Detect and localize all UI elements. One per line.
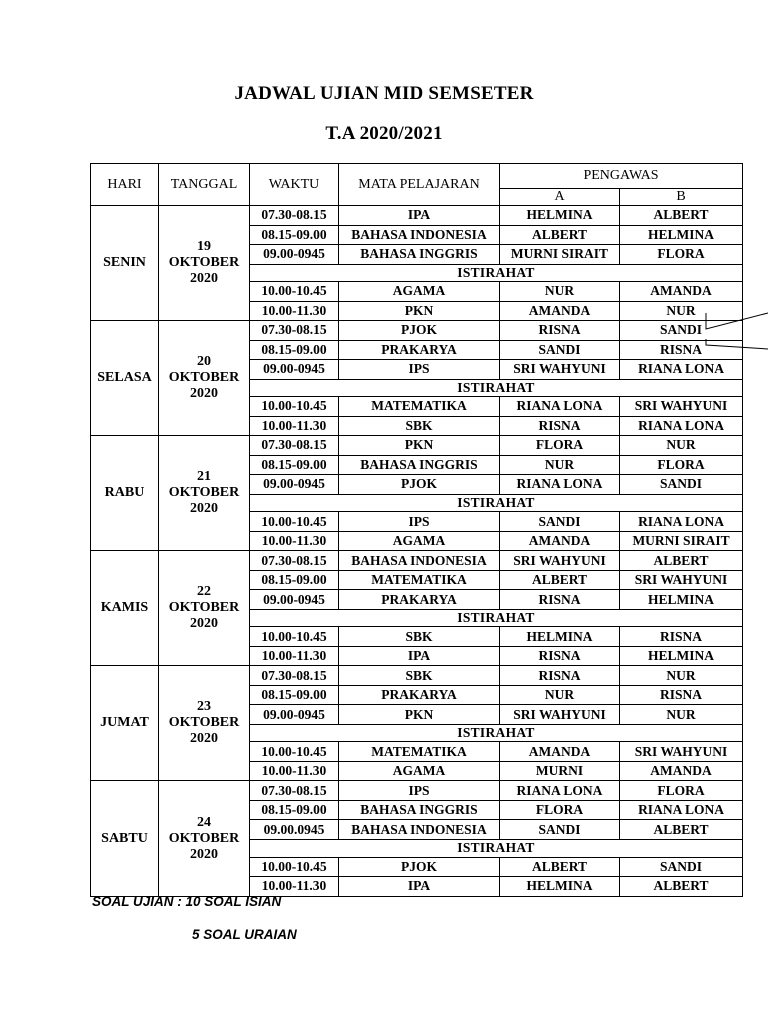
time-cell: 10.00-10.45	[250, 627, 339, 647]
date-cell	[159, 551, 250, 666]
table-row	[91, 781, 743, 801]
supervisor-a-cell: RIANA LONA	[500, 397, 620, 417]
time-cell: 10.00-10.45	[250, 282, 339, 302]
supervisor-a-cell: SRI WAHYUNI	[500, 705, 620, 725]
supervisor-b-cell: NUR	[620, 436, 743, 456]
time-cell: 09.00-0945	[250, 475, 339, 495]
supervisor-a-cell: NUR	[500, 685, 620, 705]
time-cell: 08.15-09.00	[250, 340, 339, 360]
supervisor-b-cell: FLORA	[620, 455, 743, 475]
time-cell: 10.00-10.45	[250, 397, 339, 417]
header-pengawas-a: A	[500, 189, 620, 206]
supervisor-a-cell: HELMINA	[500, 877, 620, 897]
time-cell: 09.00.0945	[250, 820, 339, 840]
subject-cell: IPS	[339, 512, 500, 532]
supervisor-a-cell: AMANDA	[500, 742, 620, 762]
supervisor-a-cell: ALBERT	[500, 570, 620, 590]
time-cell: 09.00-0945	[250, 705, 339, 725]
supervisor-a-cell: NUR	[500, 282, 620, 302]
date-line: OKTOBER	[168, 715, 240, 731]
supervisor-b-cell: SRI WAHYUNI	[620, 570, 743, 590]
schedule-body	[91, 206, 743, 897]
subject-cell: IPA	[339, 646, 500, 666]
date-line: OKTOBER	[168, 255, 240, 271]
supervisor-b-cell: AMANDA	[620, 282, 743, 302]
header-mata-pelajaran: MATA PELAJARAN	[339, 164, 500, 206]
date-line: 2020	[190, 501, 218, 517]
date-line: 21	[197, 469, 211, 485]
supervisor-b-cell: HELMINA	[620, 590, 743, 610]
subject-cell: BAHASA INGGRIS	[339, 245, 500, 265]
time-cell: 07.30-08.15	[250, 321, 339, 341]
time-cell: 07.30-08.15	[250, 666, 339, 686]
day-cell: RABU	[91, 436, 159, 551]
date-line: OKTOBER	[168, 370, 240, 386]
subject-cell: PJOK	[339, 857, 500, 877]
time-cell: 08.15-09.00	[250, 225, 339, 245]
supervisor-a-cell: RISNA	[500, 646, 620, 666]
supervisor-b-cell: HELMINA	[620, 225, 743, 245]
supervisor-a-cell: RIANA LONA	[500, 475, 620, 495]
time-cell: 09.00-0945	[250, 245, 339, 265]
subject-cell: PKN	[339, 301, 500, 321]
table-row	[91, 321, 743, 341]
day-cell: SELASA	[91, 321, 159, 436]
break-cell: ISTIRAHAT	[250, 264, 743, 282]
break-cell: ISTIRAHAT	[250, 609, 743, 627]
subject-cell: IPS	[339, 781, 500, 801]
supervisor-b-cell: ALBERT	[620, 551, 743, 571]
supervisor-a-cell: RISNA	[500, 416, 620, 436]
subject-cell: PRAKARYA	[339, 340, 500, 360]
subject-cell: BAHASA INDONESIA	[339, 225, 500, 245]
time-cell: 07.30-08.15	[250, 551, 339, 571]
supervisor-b-cell: RIANA LONA	[620, 800, 743, 820]
table-row	[91, 551, 743, 571]
subject-cell: AGAMA	[339, 531, 500, 551]
time-cell: 10.00-11.30	[250, 877, 339, 897]
time-cell: 08.15-09.00	[250, 570, 339, 590]
supervisor-b-cell: FLORA	[620, 245, 743, 265]
time-cell: 07.30-08.15	[250, 436, 339, 456]
date-line: 2020	[190, 271, 218, 287]
table-row	[91, 206, 743, 226]
date-line: 20	[197, 354, 211, 370]
time-cell: 10.00-11.30	[250, 531, 339, 551]
subject-cell: MATEMATIKA	[339, 742, 500, 762]
footer-soal-isian: SOAL UJIAN : 10 SOAL ISIAN	[92, 894, 282, 909]
table-row	[91, 666, 743, 686]
supervisor-b-cell: SRI WAHYUNI	[620, 397, 743, 417]
footer-soal-uraian: 5 SOAL URAIAN	[192, 927, 297, 942]
date-cell	[159, 321, 250, 436]
supervisor-a-cell: HELMINA	[500, 627, 620, 647]
time-cell: 10.00-11.30	[250, 646, 339, 666]
subject-cell: BAHASA INGGRIS	[339, 455, 500, 475]
supervisor-b-cell: SANDI	[620, 321, 743, 341]
supervisor-b-cell: SANDI	[620, 857, 743, 877]
date-line: 22	[197, 584, 211, 600]
supervisor-a-cell: RISNA	[500, 321, 620, 341]
time-cell: 09.00-0945	[250, 360, 339, 380]
header-waktu: WAKTU	[250, 164, 339, 206]
day-cell: SENIN	[91, 206, 159, 321]
break-cell: ISTIRAHAT	[250, 839, 743, 857]
supervisor-b-cell: SRI WAHYUNI	[620, 742, 743, 762]
supervisor-b-cell: AMANDA	[620, 761, 743, 781]
table-row	[91, 436, 743, 456]
supervisor-a-cell: MURNI SIRAIT	[500, 245, 620, 265]
subject-cell: SBK	[339, 416, 500, 436]
supervisor-a-cell: ALBERT	[500, 225, 620, 245]
supervisor-b-cell: RIANA LONA	[620, 416, 743, 436]
subject-cell: AGAMA	[339, 761, 500, 781]
day-cell: SABTU	[91, 781, 159, 896]
date-line: 19	[197, 239, 211, 255]
supervisor-a-cell: SRI WAHYUNI	[500, 551, 620, 571]
supervisor-a-cell: RISNA	[500, 590, 620, 610]
supervisor-b-cell: ALBERT	[620, 206, 743, 226]
supervisor-a-cell: HELMINA	[500, 206, 620, 226]
date-line: OKTOBER	[168, 600, 240, 616]
date-line: 24	[197, 814, 211, 830]
time-cell: 08.15-09.00	[250, 455, 339, 475]
supervisor-a-cell: FLORA	[500, 436, 620, 456]
time-cell: 08.15-09.00	[250, 685, 339, 705]
supervisor-a-cell: SANDI	[500, 512, 620, 532]
supervisor-a-cell: SRI WAHYUNI	[500, 360, 620, 380]
subject-cell: PKN	[339, 436, 500, 456]
time-cell: 10.00-10.45	[250, 857, 339, 877]
supervisor-b-cell: RISNA	[620, 627, 743, 647]
supervisor-b-cell: ALBERT	[620, 820, 743, 840]
subject-cell: PKN	[339, 705, 500, 725]
supervisor-a-cell: NUR	[500, 455, 620, 475]
subject-cell: MATEMATIKA	[339, 397, 500, 417]
date-cell	[159, 436, 250, 551]
supervisor-a-cell: AMANDA	[500, 531, 620, 551]
supervisor-a-cell: AMANDA	[500, 301, 620, 321]
date-line: 2020	[190, 616, 218, 632]
date-line: 2020	[190, 846, 218, 862]
header-pengawas-b: B	[620, 189, 743, 206]
subject-cell: SBK	[339, 666, 500, 686]
subject-cell: SBK	[339, 627, 500, 647]
subject-cell: IPA	[339, 206, 500, 226]
supervisor-b-cell: HELMINA	[620, 646, 743, 666]
supervisor-b-cell: FLORA	[620, 781, 743, 801]
supervisor-a-cell: FLORA	[500, 800, 620, 820]
header-pengawas: PENGAWAS	[500, 164, 743, 189]
day-cell: KAMIS	[91, 551, 159, 666]
subject-cell: PRAKARYA	[339, 590, 500, 610]
subject-cell: IPA	[339, 877, 500, 897]
time-cell: 07.30-08.15	[250, 206, 339, 226]
day-cell: JUMAT	[91, 666, 159, 781]
subject-cell: PJOK	[339, 475, 500, 495]
subject-cell: AGAMA	[339, 282, 500, 302]
date-cell	[159, 666, 250, 781]
time-cell: 10.00-10.45	[250, 742, 339, 762]
date-cell	[159, 781, 250, 896]
header-tanggal: TANGGAL	[159, 164, 250, 206]
supervisor-b-cell: NUR	[620, 301, 743, 321]
subject-cell: BAHASA INGGRIS	[339, 800, 500, 820]
supervisor-b-cell: SANDI	[620, 475, 743, 495]
header-hari: HARI	[91, 164, 159, 206]
subject-cell: PJOK	[339, 321, 500, 341]
supervisor-a-cell: SANDI	[500, 340, 620, 360]
academic-year: T.A 2020/2021	[325, 123, 443, 144]
supervisor-b-cell: RIANA LONA	[620, 512, 743, 532]
break-cell: ISTIRAHAT	[250, 724, 743, 742]
subject-cell: PRAKARYA	[339, 685, 500, 705]
subject-cell: BAHASA INDONESIA	[339, 820, 500, 840]
supervisor-a-cell: RIANA LONA	[500, 781, 620, 801]
supervisor-b-cell: RISNA	[620, 340, 743, 360]
date-line: OKTOBER	[168, 485, 240, 501]
supervisor-a-cell: SANDI	[500, 820, 620, 840]
subject-cell: BAHASA INDONESIA	[339, 551, 500, 571]
break-cell: ISTIRAHAT	[250, 494, 743, 512]
supervisor-b-cell: RISNA	[620, 685, 743, 705]
supervisor-b-cell: ALBERT	[620, 877, 743, 897]
date-line: 2020	[190, 386, 218, 402]
date-line: 2020	[190, 731, 218, 747]
date-line: OKTOBER	[168, 830, 240, 846]
supervisor-b-cell: NUR	[620, 666, 743, 686]
subject-cell: IPS	[339, 360, 500, 380]
exam-schedule-table	[90, 163, 743, 897]
margin-bracket-lines	[704, 311, 768, 351]
time-cell: 09.00-0945	[250, 590, 339, 610]
date-cell	[159, 206, 250, 321]
time-cell: 07.30-08.15	[250, 781, 339, 801]
supervisor-a-cell: RISNA	[500, 666, 620, 686]
time-cell: 10.00-11.30	[250, 416, 339, 436]
supervisor-b-cell: NUR	[620, 705, 743, 725]
supervisor-b-cell: MURNI SIRAIT	[620, 531, 743, 551]
supervisor-a-cell: MURNI	[500, 761, 620, 781]
subject-cell: MATEMATIKA	[339, 570, 500, 590]
supervisor-a-cell: ALBERT	[500, 857, 620, 877]
date-line: 23	[197, 699, 211, 715]
time-cell: 10.00-11.30	[250, 761, 339, 781]
time-cell: 10.00-10.45	[250, 512, 339, 532]
time-cell: 10.00-11.30	[250, 301, 339, 321]
supervisor-b-cell: RIANA LONA	[620, 360, 743, 380]
document-title: JADWAL UJIAN MID SEMSETER	[234, 83, 534, 104]
time-cell: 08.15-09.00	[250, 800, 339, 820]
break-cell: ISTIRAHAT	[250, 379, 743, 397]
